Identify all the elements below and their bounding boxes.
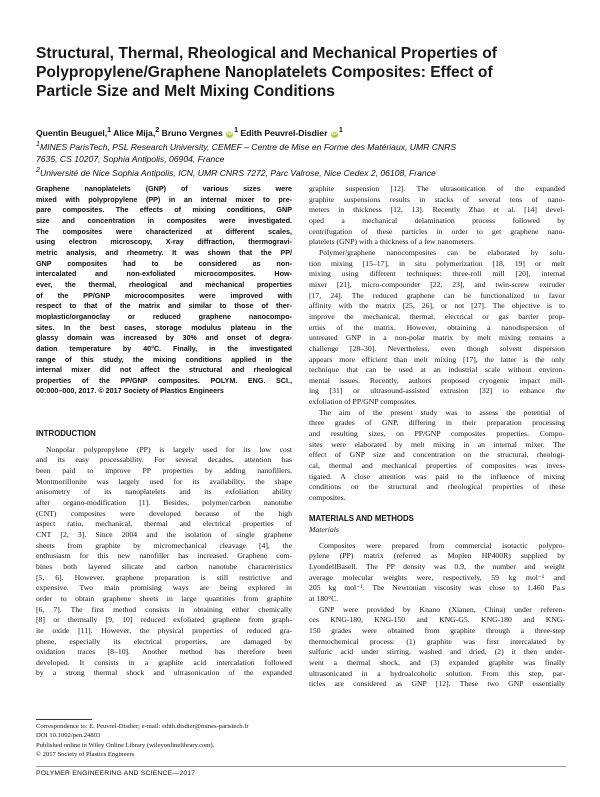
affiliation-2: $^2$Université de Nice Sophia Antipolis, ICN, UMR CNRS 7272, Parc Valrose, Nice Cedex 2, 06108, France [36,166,436,179]
abstract-line: 00:000–000, 2017. © 2017 Society of Plastics Engineers [36,386,224,396]
author-name: Bruno Vergnes [159,127,223,138]
text-line: Composites were prepared from commercial isotactic polypro- [319,540,565,550]
text-line: developed. It consists in a graphite acid intercalation followed [36,657,292,667]
article-title [36,44,566,101]
author-name: Edith Peuvrel-Disdier [238,127,328,138]
text-line: oped a mechanical delamination process followed by [309,215,565,225]
text-line: thermochemical process: (1) graphite was first intercalated by [309,636,565,646]
text-line: effect of GNP size and concentration on the structural, rheologi- [309,450,565,460]
text-line: untreated GNP in a non-polar matrix by melt mixing remains a [309,333,565,343]
text-line: composites. [309,493,346,503]
text-line: anisometry of its nanoplatelets and its exfoliation ability [36,487,292,497]
footnote-line: Correspondence to: E. Peuvrel-Disdier; e-mail: edith.disdier@mines-paristech.fr [36,723,249,730]
text-line: Nonpolar polypropylene (PP) is largely used for its low cost [46,444,292,454]
footer-divider [36,766,566,767]
text-line: oxidation traces [8–10]. Another method has therefore been [36,647,292,657]
title-line: Structural, Thermal, Rheological and Mechanical Properties of [36,45,497,62]
footnote-line: Published online in Wiley Online Library (wileyonlinelibrary.com). [36,741,215,749]
text-line: CNT [2, 3]. Since 2004 and the isolation of single graphene [36,529,292,539]
text-line: order to obtain graphene sheets in large quantities from graphite [36,593,292,603]
text-line: tigated. A close attention was paid to the influence of mixing [309,471,565,481]
intro-paragraph [36,445,292,679]
orcid-icon[interactable]: iD [331,130,337,137]
title-line: Particle Size and Melt Mixing Conditions [36,83,335,100]
author-names [36,128,343,138]
text-line: appears more efficient than melt mixing [17], the latter is the only [309,354,565,364]
paragraph [309,184,565,248]
orcid-icon[interactable]: iD [227,130,233,137]
text-line: sheets from graphite by micromechanical cleavage [4], the [36,540,292,550]
abstract-line: moplastic/organoclay or reduced graphene nanocompo- [36,311,292,321]
text-line: Polymer/graphene nanocomposites can be elaborated by solu- [319,247,565,257]
text-line: ing [31] or ultrasound-assisted extrusion [32] to enhance the [309,386,565,396]
text-line: at 180°C. [309,593,339,603]
subsection-heading: Materials [309,524,339,534]
affiliation-marker: 1 [107,126,112,134]
abstract-line: glassy domain was increased by 30% and onset of degra- [36,333,292,343]
text-line: improve the mechanical, thermal, electrical or gas barrier prop- [309,311,565,321]
text-line: went a thermal shock, and (3) expanded graphite was finally [309,657,565,667]
text-line: average molecular weights were, respectively, 59 kg mol⁻¹ and [309,572,565,582]
abstract-line: metric analysis, and rheometry. It was shown that the PP/ [36,247,292,257]
paragraph [309,605,565,690]
text-line: (CNT) composites were developed because of the high [36,508,292,518]
text-line: [5, 6]. However, graphene preparation is still restrictive and [36,572,292,582]
text-line: after organo-modification [1]. Besides, polymer/carbon nanotube [36,497,292,507]
text-line: [6, 7]. The first method consists in obtaining either chemically [36,604,292,614]
text-line: [8] or thermally [9, 10] reduced exfoliated graphene from graph- [36,615,292,625]
abstract-line: sites. In the best cases, storage modulus plateau in the [36,322,292,332]
text-line: bines both layered silicate and carbon nanotube characteristics [36,561,292,571]
abstract-line: The composites were characterized at different scales, [36,226,292,236]
text-line: ces KNG-180, KNG-150 and KNG-G5. KNG-180 and KNG- [309,615,565,625]
text-line: erties of the matrix. However, obtaining a nanodispersion of [309,322,565,332]
text-line: graphite suspensions results in stacks of several tens of nano- [309,194,565,204]
paragraph [309,248,565,408]
text-line: ultrasonicated in a hydroalcoholic solution. From this step, par- [309,668,565,678]
text-line: The aim of the present study was to assess the potential of [319,407,565,417]
text-line: 205 kg mol⁻¹. The Newtonian viscosity was close to 1,460 Pa.s [309,583,565,593]
section-heading: MATERIALS AND METHODS [309,514,414,524]
abstract-line: internal mixer did not affect the structural and rheological [36,365,292,375]
affiliation-1-cont: 7635, CS 10207, Sophia Antipolis, 06904, France [36,153,225,164]
text-line: by a strong thermal shock and ultrasonication of the expanded [36,668,292,678]
footnote-divider [36,719,92,720]
abstract-line: using electron microscopy, X-ray diffraction, thermogravi- [36,237,292,247]
text-line: conditions on the structural and rheological properties of these [309,482,565,492]
text-line: mixer [21], micro-compounder [22, 23], and twin-screw extruder [309,279,565,289]
abstract-line: GNP composites had to be considered as non- [36,258,292,268]
text-line: affinity with the matrix [25, 26], or not [27]. The objective is to [309,301,565,311]
text-line: sites were elaborated by melt mixing in an internal mixer. The [309,439,565,449]
paragraph [309,541,565,605]
abstract-line: Graphene nanoplatelets (GNP) of various sizes were [36,184,292,193]
abstract-line: ever, the thermal, rheological and mechanical properties [36,279,292,289]
title-line: Polypropylene/Graphene Nanoplatelets Composites: Effect of [36,64,493,81]
affiliation-marker: 1 [234,126,239,134]
affiliation-marker: 1 [338,126,343,134]
text-line: meters in thickness [12, 13]. Recently Zhao et al. [14] devel- [309,205,565,215]
abstract-line: size and concentration in composites were investigated. [36,215,292,225]
footnote-line: © 2017 Society of Plastics Engineers [36,751,135,759]
text-line: phene, especially its electrical properties, are damaged by [36,636,292,646]
running-footer: POLYMER ENGINEERING AND SCIENCE—2017 [36,770,196,777]
text-line: ite oxide [11]. However, the physical properties of reduced gra- [36,625,292,635]
text-line: expensive. Two main promising ways are being explored in [36,583,292,593]
text-line: and resulting sizes, on PP/GNP composites properties. Compo- [309,429,565,439]
abstract-line: of the PP/GNP microcomposites were improved with [36,290,292,300]
text-line: platelets (GNP) with a thickness of a few nanometers. [309,237,475,247]
text-line: graphite suspension [12]. The ultrasonication of the expanded [309,184,565,193]
text-line: pylene (PP) matrix (referred as Moplen HP400R) supplied by [309,551,565,561]
abstract-line: mixed with polypropylene (PP) in an internal mixer to pre- [36,194,292,204]
section-heading: INTRODUCTION [36,429,96,439]
text-line: three grades of GNP, differing in their preparation processing [309,418,565,428]
text-line: cal, thermal and mechanical properties of composites was inves- [309,461,565,471]
author-block [36,125,576,180]
text-line: challenge [28–30]. Nevertheless, even though solvent dispersion [309,343,565,353]
paragraph [309,408,565,504]
abstract-line: pare composites. The effects of mixing conditions, GNP [36,205,292,215]
right-column [309,184,565,690]
text-line: GNP were provided by Knano (Xianen, China) under referen- [319,604,565,614]
text-line: 150 grades were obtained from graphite through a three-step [309,625,565,635]
text-line: ticles are considered as GNP [12]. These two GNP essentially [309,679,565,689]
text-line: and its easy processability. For several decades, attention has [36,455,292,465]
text-line: been paid to improve PP properties by adding nanofillers. [36,466,292,476]
abstract-line: intercalated and non-exfoliated microcomposites. How- [36,269,292,279]
abstract-line: range of this study, the mixing conditions applied in the [36,354,292,364]
text-line: [17, 24]. The reduced graphene can be functionalized to favor [309,290,565,300]
author-name: Quentin Beuguel, [36,127,108,138]
text-line: LyondellBasell. The PP density was 0.9, the number and weight [309,561,565,571]
affiliation-1: $^1$MINES ParisTech, PSL Research University, CEMEF – Centre de Mise en Forme des Matériaux, UMR CNRS [36,140,457,153]
correspondence-footnote [36,722,292,760]
text-line: tion mixing [15–17], in situ polymerization [18, 19] or melt [309,258,565,268]
left-column [36,184,292,679]
text-line: technique that can be used at an industrial scale without environ- [309,365,565,375]
abstract-line: respect to that of the matrix and similar to those of ther- [36,301,292,311]
abstract-line: dation temperature by 40°C. Finally, in the investigated [36,343,292,353]
text-line: enthusiasm for this new nanofiller has increased. Graphene com- [36,551,292,561]
text-line: aspect ratio, mechanical, thermal and electrical properties of [36,519,292,529]
footnote-line: DOI 10.1002/pen.24803 [36,732,101,740]
affiliation-marker: 2 [155,126,160,134]
text-line: mental issues. Recently, authors proposed cryogenic impact mill- [309,375,565,385]
abstract-line: properties of the PP/GNP composites. POLYM. ENG. SCI., [36,375,292,385]
abstract [36,184,292,397]
text-line: mixing using different techniques: three-roll mill [20], internal [309,269,565,279]
text-line: sulfuric acid under stirring, washed and dried, (2) it then under- [309,647,565,657]
text-line: exfoliation of PP/GNP composites. [309,397,417,407]
text-line: centrifugation of these particles in order to get graphene nano- [309,226,565,236]
text-line: Montmorillonite was largely used for its availability, the shape [36,476,292,486]
author-name: Alice Mija, [111,127,156,138]
